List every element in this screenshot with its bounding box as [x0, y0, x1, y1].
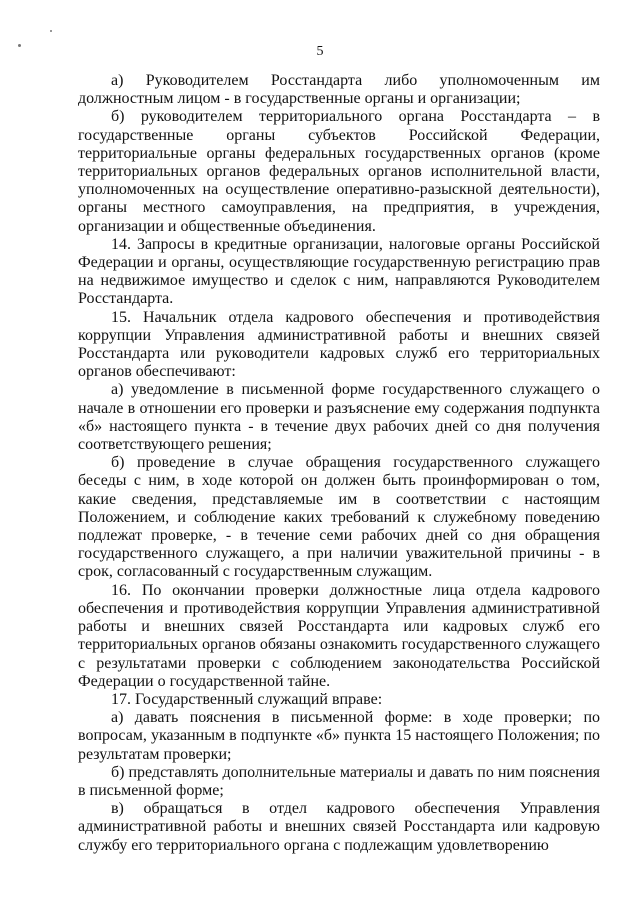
paragraph: 17. Государственный служащий вправе:	[111, 690, 383, 708]
paragraph: а) давать пояснения в письменной форме: в ходе проверки; по вопросам, указанным в подпункте «б» пункта 15 настоящего Положения; по результатам проверки;	[78, 709, 600, 763]
paragraph: 16. По окончании проверки должностные лица отдела кадрового обеспечения и противодействия коррупции Управления административной работы и внешних связей Росстандарта или кадровых служб его территориальных органов обязаны ознакомить государственного служащего с результатами проверки с соблюдением законодательства Российской Федерации о государственной тайне.	[78, 581, 600, 690]
paragraph: а) Руководителем Росстандарта либо уполномоченным им должностным лицом - в государственные органы и организации;	[78, 72, 600, 108]
document-body	[78, 72, 600, 855]
scan-speck	[50, 30, 52, 32]
paragraph: б) представлять дополнительные материалы и давать по ним пояснения в письменной форме;	[78, 763, 600, 799]
paragraph: б) руководителем территориального органа Росстандарта – в государственные органы субъектов Российской Федерации, территориальные органы федеральных государственных органов (кроме территориальных органов федеральных органов исполнительной власти, уполномоченных на осуществление оперативно-разыскной деятельности), органы местного самоуправления, на предприятия, в учреждения, организации и общественные объединения.	[78, 108, 600, 235]
paragraph: а) уведомление в письменной форме государственного служащего о начале в отношении его проверки и разъяснение ему содержания подпункта «б» настоящего пункта - в течение двух рабочих дней со дня получения соответствующего решения;	[78, 381, 600, 454]
paragraph: 14. Запросы в кредитные организации, налоговые органы Российской Федерации и органы, осуществляющие государственную регистрацию прав на недвижимое имущество и сделок с ним, направляются Руководителем Росстандарта.	[78, 235, 600, 308]
page-number: 5	[316, 44, 324, 59]
paragraph: 15. Начальник отдела кадрового обеспечения и противодействия коррупции Управления административной работы и внешних связей Росстандарта или руководители кадровых служб его территориальных органов обеспечивают:	[78, 308, 600, 381]
paragraph: б) проведение в случае обращения государственного служащего беседы с ним, в ходе которой он должен быть проинформирован о том, какие сведения, представляемые им в соответствии с настоящим Положением, и соблюдение каких требований к служебному поведению подлежат проверке, - в течение семи рабочих дней со дня обращения государственного служащего, а при наличии уважительной причины - в срок, согласованный с государственным служащим.	[78, 454, 600, 581]
paragraph: в) обращаться в отдел кадрового обеспечения Управления административной работы и внешних связей Росстандарта или кадровую службу его территориального органа с подлежащим удовлетворению	[78, 800, 600, 854]
